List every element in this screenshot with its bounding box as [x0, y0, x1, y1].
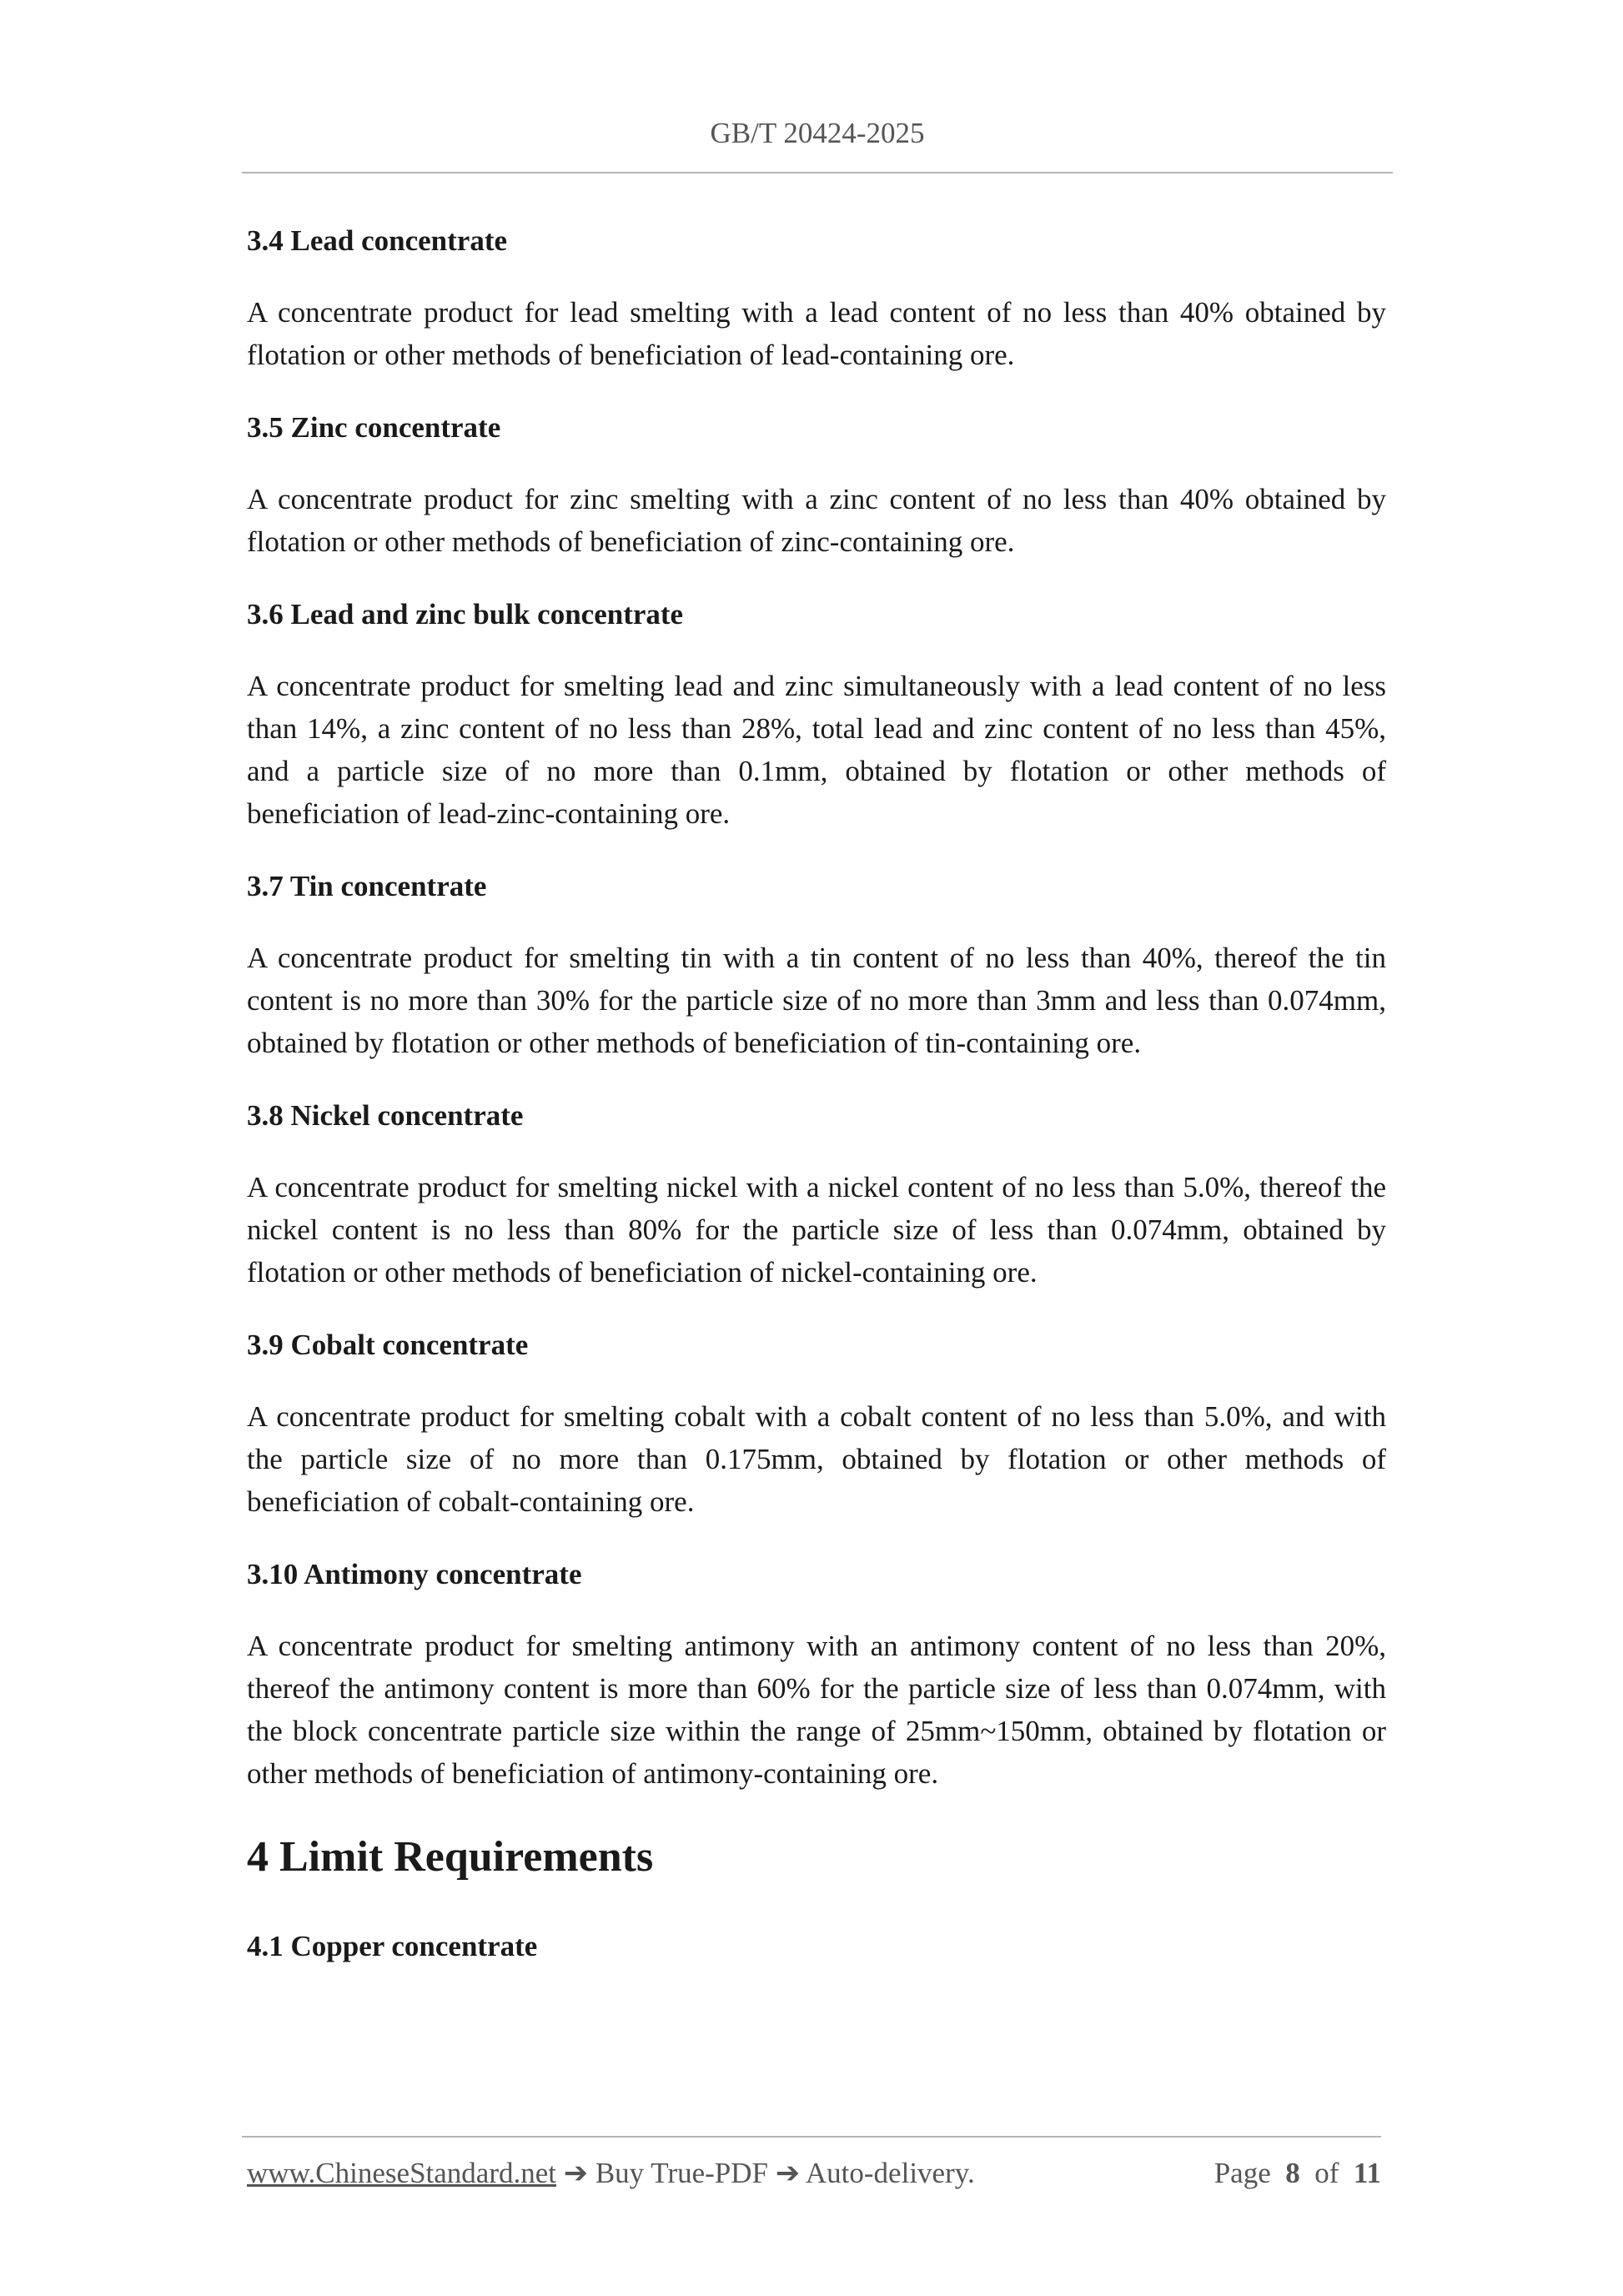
buy-pdf-text: Buy True-PDF: [595, 2157, 768, 2189]
section-title-3-4: 3.4 Lead concentrate: [247, 224, 508, 257]
section-title-3-9: 3.9 Cobalt concentrate: [247, 1329, 529, 1361]
page-of-label: of: [1314, 2157, 1339, 2189]
section-title-4-1: 4.1 Copper concentrate: [247, 1930, 538, 1962]
section-text-3-4: A concentrate product for lead smelting with a lead content of no less than 40% obtained by flotation or other methods of beneficiation of lead-containing ore.: [247, 296, 1386, 371]
section-title-3-8: 3.8 Nickel concentrate: [247, 1099, 524, 1132]
section-text-3-9: A concentrate product for smelting cobalt with a cobalt content of no less than 5.0%, and with the particle size of no more than 0.175mm, obtained by flotation or other methods of beneficiation of cobalt-containing ore.: [247, 1400, 1386, 1518]
section-text-3-8: A concentrate product for smelting nickel with a nickel content of no less than 5.0%, thereof the nickel content is no less than 80% for the particle size of less than 0.074mm, obtained by flotation or other methods of beneficiation of nickel-containing ore.: [247, 1171, 1386, 1289]
section-text-3-5: A concentrate product for zinc smelting with a zinc content of no less than 40% obtained by flotation or other methods of beneficiation of zinc-containing ore.: [247, 483, 1386, 558]
footer-divider: [242, 2136, 1381, 2138]
footer-promo: [247, 2157, 975, 2190]
section-text-3-6: A concentrate product for smelting lead and zinc simultaneously with a lead content of no less than 14%, a zinc content of no less than 28%, total lead and zinc content of no less than 45%, and a particle size of no more than 0.1mm, obtained by flotation or other methods of beneficiation of lead-zinc-containing ore.: [247, 670, 1386, 830]
section-title-3-5: 3.5 Zinc concentrate: [247, 411, 501, 444]
page-total: 11: [1353, 2157, 1381, 2189]
document-footer: [247, 2157, 1381, 2190]
section-title-3-7: 3.7 Tin concentrate: [247, 870, 487, 902]
delivery-text: Auto-delivery.: [805, 2157, 975, 2189]
website-link[interactable]: www.ChineseStandard.net: [247, 2157, 556, 2189]
arrow-right-icon: ➔: [775, 2157, 801, 2189]
section-title-3-10: 3.10 Antimony concentrate: [247, 1558, 582, 1590]
section-text-3-7: A concentrate product for smelting tin with a tin content of no less than 40%, thereof the tin content is no more than 30% for the particle size of no more than 3mm and less than 0.074mm, obtained by flotation or other methods of beneficiation of tin-containing ore.: [247, 942, 1386, 1059]
document-header: [242, 117, 1393, 150]
document-body: [247, 221, 1386, 1997]
section-title-3-6: 3.6 Lead and zinc bulk concentrate: [247, 598, 684, 631]
page-indicator: [1214, 2157, 1381, 2190]
document-id: GB/T 20424-2025: [710, 117, 925, 149]
section-text-3-10: A concentrate product for smelting antimony with an antimony content of no less than 20%, thereof the antimony content is more than 60% for the particle size of less than 0.074mm, with the block concentrate particle size within the range of 25mm~150mm, obtained by flotation or other methods of beneficiation of antimony-containing ore.: [247, 1630, 1386, 1790]
arrow-right-icon: ➔: [563, 2157, 589, 2189]
page-current: 8: [1285, 2157, 1300, 2189]
page-label: Page: [1213, 2157, 1271, 2189]
chapter-title-4: 4 Limit Requirements: [247, 1833, 654, 1881]
header-divider: [242, 172, 1393, 173]
